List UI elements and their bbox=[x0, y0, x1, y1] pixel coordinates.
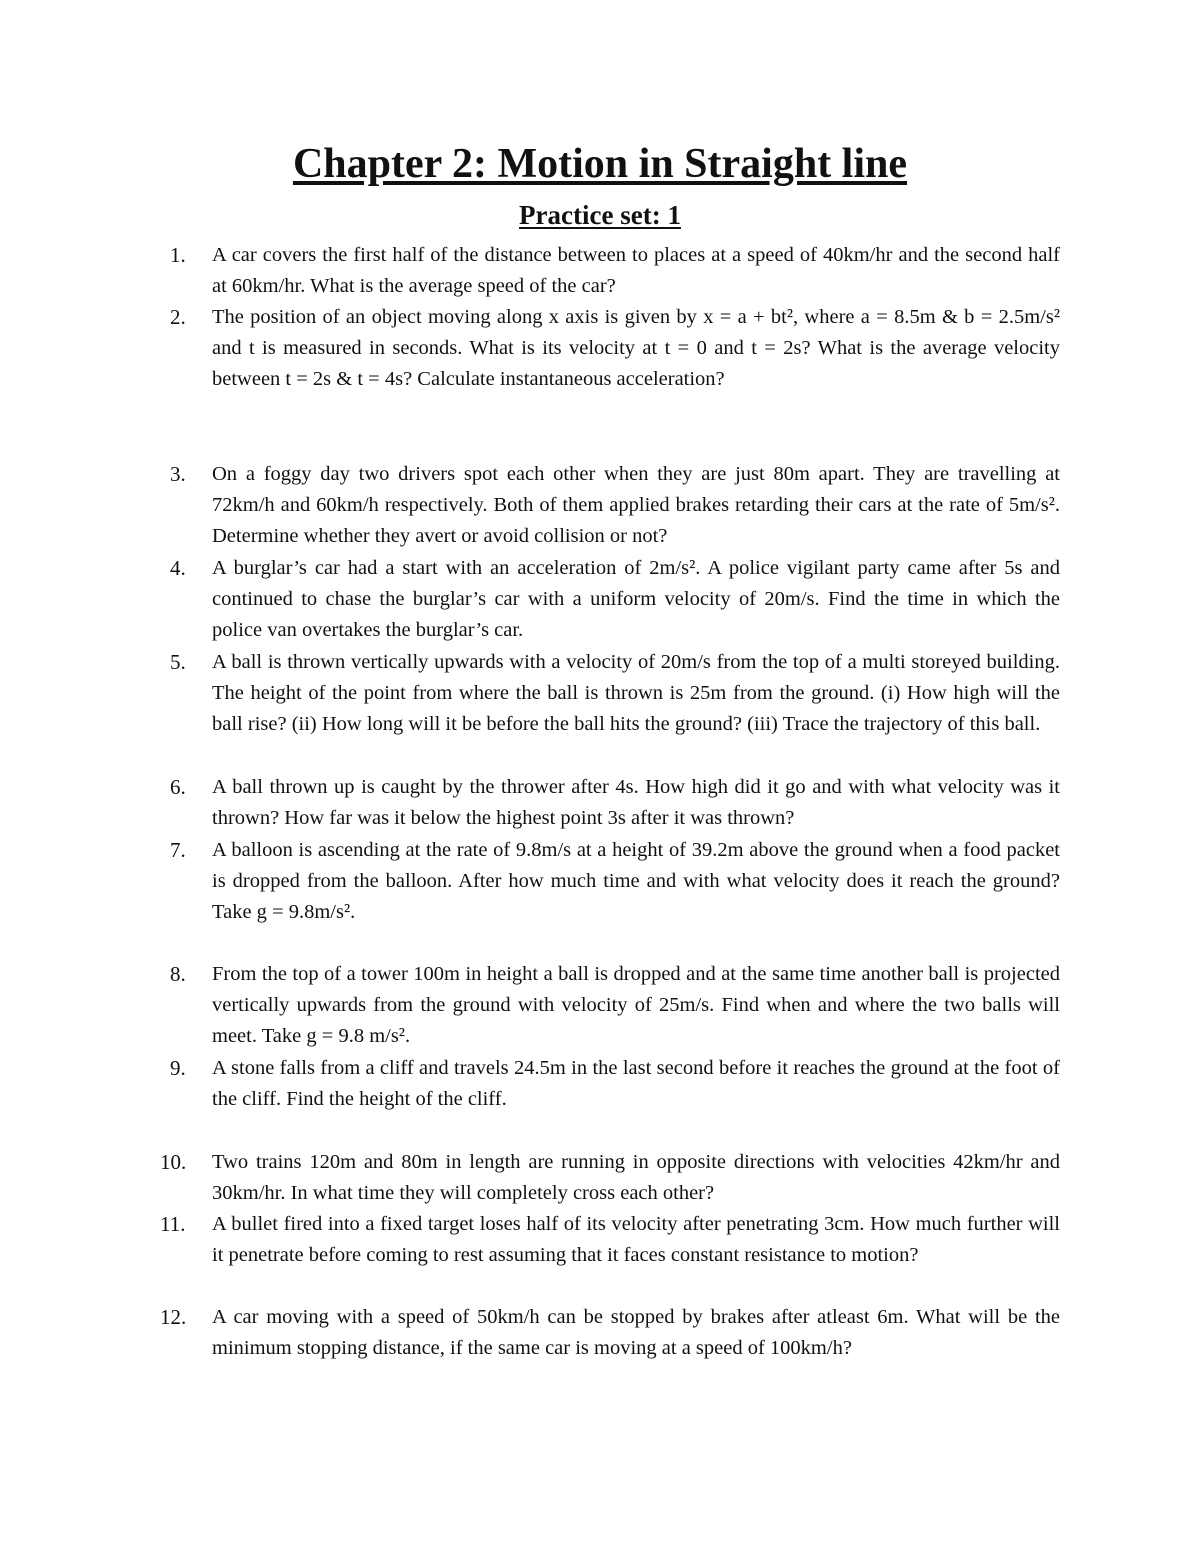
question-item bbox=[160, 647, 1060, 740]
question-number: 4. bbox=[170, 556, 186, 580]
question-item bbox=[160, 240, 1060, 302]
question-item bbox=[160, 772, 1060, 834]
question-item bbox=[160, 835, 1060, 928]
question-text: A ball thrown up is caught by the thrower after 4s. How high did it go and with what velocity was it thrown? How far was it below the highest point 3s after it was thrown? bbox=[212, 776, 1060, 829]
question-number: 2. bbox=[170, 305, 186, 329]
question-item bbox=[160, 1302, 1060, 1364]
question-number: 9. bbox=[170, 1056, 186, 1080]
question-text: A bullet fired into a fixed target loses half of its velocity after penetrating 3cm. How much further will it penetrate before coming to rest assuming that it faces constant resistance to motion? bbox=[212, 1213, 1060, 1266]
question-item bbox=[160, 553, 1060, 646]
question-number: 1. bbox=[170, 243, 186, 267]
question-number: 6. bbox=[170, 775, 186, 799]
question-item bbox=[160, 459, 1060, 552]
question-item bbox=[160, 1053, 1060, 1115]
question-text: A car moving with a speed of 50km/h can be stopped by brakes after atleast 6m. What will be the minimum stopping distance, if the same car is moving at a speed of 100km/h? bbox=[212, 1306, 1060, 1359]
question-item bbox=[160, 302, 1060, 395]
question-number: 3. bbox=[170, 462, 186, 486]
question-number: 5. bbox=[170, 650, 186, 674]
question-text: A burglar’s car had a start with an acceleration of 2m/s². A police vigilant party came after 5s and continued to chase the burglar’s car with a uniform velocity of 20m/s. Find the time in which the police van overtakes the burglar’s car. bbox=[212, 557, 1060, 641]
question-text: The position of an object moving along x axis is given by x = a + bt², where a = 8.5m & b = 2.5m/s² and t is measured in seconds. What is its velocity at t = 0 and t = 2s? What is the average velocity between t = 2s & t = 4s? Calculate instantaneous acceleration? bbox=[212, 306, 1060, 390]
question-number: 7. bbox=[170, 838, 186, 862]
question-text: On a foggy day two drivers spot each other when they are just 80m apart. They are travelling at 72km/h and 60km/h respectively. Both of them applied brakes retarding their cars at the rate of 5m/s². Determine whether they avert or avoid collision or not? bbox=[212, 463, 1060, 547]
question-item bbox=[160, 959, 1060, 1052]
question-item bbox=[160, 1147, 1060, 1209]
question-text: Two trains 120m and 80m in length are running in opposite directions with velocities 42km/hr and 30km/hr. In what time they will completely cross each other? bbox=[212, 1151, 1060, 1204]
question-text: A balloon is ascending at the rate of 9.8m/s at a height of 39.2m above the ground when a food packet is dropped from the balloon. After how much time and with what velocity does it reach the ground? Take g = 9.8m/s². bbox=[212, 839, 1060, 923]
question-number: 12. bbox=[160, 1305, 187, 1329]
question-text: A ball is thrown vertically upwards with a velocity of 20m/s from the top of a multi storeyed building. The height of the point from where the ball is thrown is 25m from the ground. (i) How high will the ball rise? (ii) How long will it be before the ball hits the ground? (iii) Trace the trajectory of this ball. bbox=[212, 651, 1060, 735]
question-number: 11. bbox=[160, 1212, 186, 1236]
chapter-title: Chapter 2: Motion in Straight line bbox=[292, 141, 908, 187]
practice-set-heading: Practice set: 1 bbox=[519, 200, 681, 230]
question-item bbox=[160, 1209, 1060, 1271]
question-number: 10. bbox=[160, 1150, 187, 1174]
question-text: From the top of a tower 100m in height a ball is dropped and at the same time another ball is projected vertically upwards from the ground with velocity of 25m/s. Find when and where the two balls will meet. Take g = 9.8 m/s². bbox=[212, 963, 1060, 1047]
question-text: A stone falls from a cliff and travels 24.5m in the last second before it reaches the ground at the foot of the cliff. Find the height of the cliff. bbox=[212, 1057, 1060, 1110]
question-number: 8. bbox=[170, 962, 186, 986]
question-text: A car covers the first half of the distance between to places at a speed of 40km/hr and the second half at 60km/hr. What is the average speed of the car? bbox=[212, 244, 1060, 297]
